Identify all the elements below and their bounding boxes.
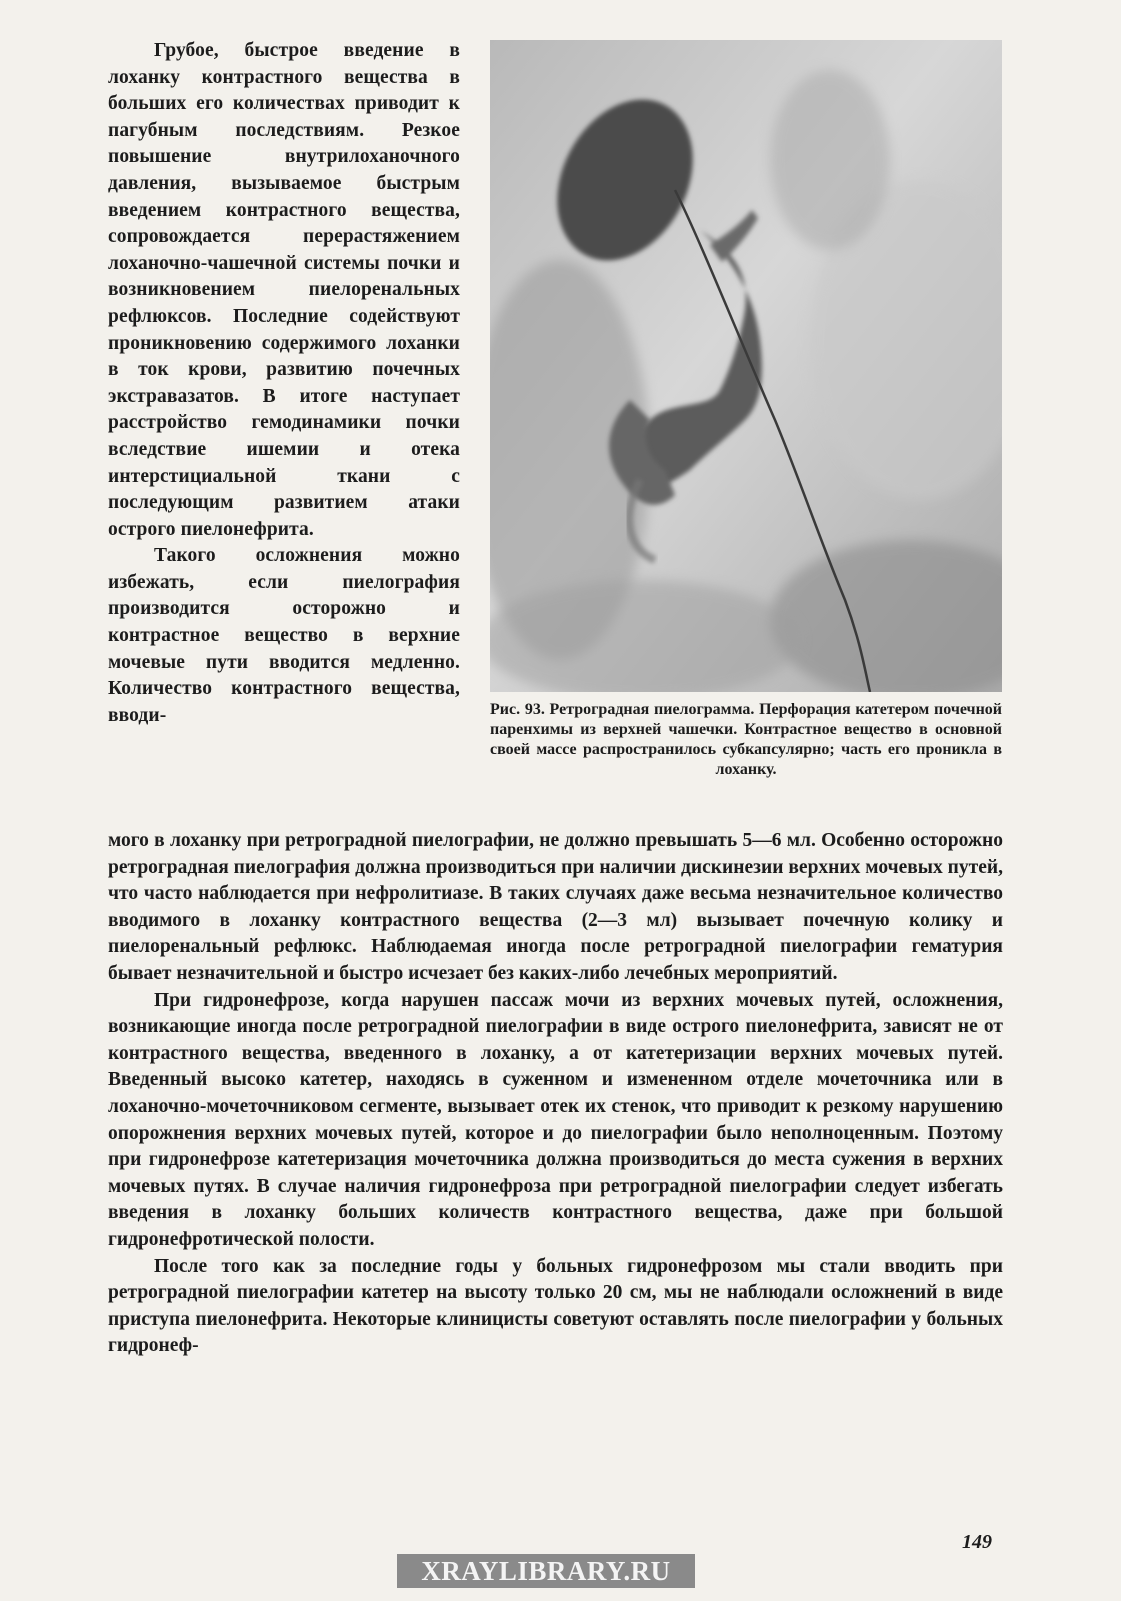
watermark: XRAYLIBRARY.RU	[397, 1554, 695, 1588]
paragraph: мого в лоханку при ретроградной пиелографии, не должно превышать 5—6 мл. Особенно осторожно ретроградная пиелография должна производиться при наличии дискинезии верхних мочевых путей, что часто наблюдается при нефролитиазе. В таких случаях даже весьма незначительное количество вводимого в лоханку контрастного вещества (2—3 мл) вызывает почечную колику и пиелоренальный рефлюкс. Наблюдаемая иногда после ретроградной пиелографии гематурия бывает незначительной и быстро исчезает без каких-либо лечебных мероприятий.	[108, 830, 1003, 984]
figure-caption: Рис. 93. Ретроградная пиелограмма. Перфорация катетером почечной паренхимы из верхней чашечки. Контрастное вещество в основной своей массе распространилось субкапсулярно; часть его проникла в лоханку.	[490, 701, 1002, 778]
paragraph: Грубое, быстрое введение в лоханку контрастного вещества в больших его количествах приводит к пагубным последствиям. Резкое повышение внутрилоханочного давления, вызываемое быстрым введением контрастного вещества, сопровождается перерастяжением лоханочно-чашечной системы почки и возникновением пиелоренальных рефлюксов. Последние содействуют проникновению содержимого лоханки в ток крови, развитию почечных экстравазатов. В итоге наступает расстройство гемодинамики почки вследствие ишемии и отека интерстициальной ткани с последующим развитием атаки острого пиелонефрита.	[108, 40, 460, 540]
full-width-text	[108, 828, 1003, 1360]
page-number: 149	[962, 1531, 992, 1553]
paragraph: При гидронефрозе, когда нарушен пассаж мочи из верхних мочевых путей, осложнения, возникающие иногда после ретроградной пиелографии в виде острого пиелонефрита, зависят не от контрастного вещества, введенного в лоханку, а от катетеризации верхних мочевых путей. Введенный высоко катетер, находясь в суженном и измененном отделе мочеточника или в лоханочно-мочеточниковом сегменте, вызывает отек их стенок, что приводит к резкому нарушению опорожнения верхних мочевых путей, которое и до пиелографии было неполноценным. Поэтому при гидронефрозе катетеризация мочеточника должна производиться до места сужения в верхних мочевых путях. В случае наличия гидронефроза при ретроградной пиелографии следует избегать введения в лоханку больших количеств контрастного вещества, даже при большой гидронефротической полости.	[108, 989, 1003, 1250]
figure-93	[490, 40, 1002, 780]
xray-image	[490, 40, 1002, 692]
paragraph: После того как за последние годы у больных гидронефрозом мы стали вводить при ретроградной пиелографии катетер на высоту только 20 см, мы не наблюдали осложнений в виде приступа пиелонефрита. Некоторые клиницисты советуют оставлять после пиелографии у больных гидронеф-	[108, 1255, 1003, 1357]
left-text-column	[108, 38, 460, 729]
paragraph: Такого осложнения можно избежать, если пиелография производится осторожно и контрастное вещество в верхние мочевые пути вводится медленно. Количество контрастного вещества, вводи-	[108, 545, 460, 726]
